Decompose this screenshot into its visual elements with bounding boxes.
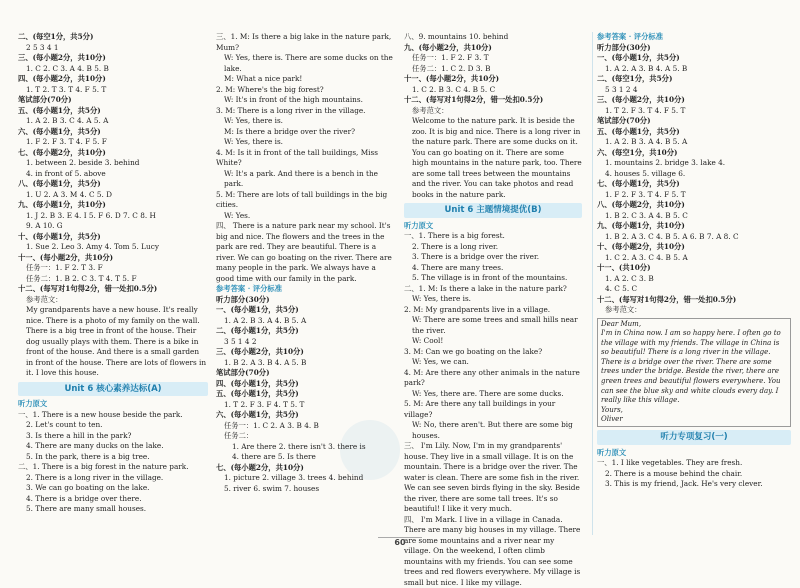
text-line: 任务一：1. F 2. T 3. F	[18, 263, 208, 274]
text-line: 2 5 3 4 1	[18, 43, 208, 54]
text-line: 二、(每小题1分，共5分)	[216, 326, 396, 337]
text-line: 一、1. I like vegetables. They are fresh.	[597, 458, 791, 469]
text-line: 1. T 2. F 3. F 4. T 5. T	[216, 400, 396, 411]
text-line: 七、(每小题2分，共10分)	[18, 148, 208, 159]
text-line: 4. in front of 5. above	[18, 169, 208, 180]
text-line: 一、1. There is a big forest.	[404, 231, 582, 242]
text-line: 十、(每小题1分，共5分)	[18, 232, 208, 243]
section-label: 参考答案 · 评分标准	[216, 284, 396, 295]
text-line: 四、 I'm Mark. I live in a village in Canada. There are many big houses in my village. There are some mountains and a river near my village. On the weekend, I often climb mountains with my friends. You can see some trees and red flowers everywhere. My village is small but nice. I like my village.	[404, 515, 582, 588]
text-line: 1. J 2. B 3. E 4. I 5. F 6. D 7. C 8. H	[18, 211, 208, 222]
column-1	[18, 32, 208, 535]
text-line: 五、(每小题1分，共5分)	[18, 106, 208, 117]
text-line: 任务一：1. C 2. A 3. B 4. B	[216, 421, 396, 432]
text-line: 2. M: Where's the big forest?	[216, 85, 396, 96]
text-line: 2. There is a long river.	[404, 242, 582, 253]
text-line: 3. We can go boating on the lake.	[18, 483, 208, 494]
text-line: 四、(每小题1分，共5分)	[216, 379, 396, 390]
text-line: W: Cool!	[404, 336, 582, 347]
text-line: 1. C 2. C 3. A 4. B 5. B	[18, 64, 208, 75]
text-line: 十、(每小题2分，共10分)	[597, 242, 791, 253]
sample-letter	[597, 318, 791, 428]
text-line: 5. M: There are lots of tall buildings in the big cities.	[216, 190, 396, 211]
text-line: 三、(每小题2分，共10分)	[18, 53, 208, 64]
text-line: 笔试部分(70分)	[18, 95, 208, 106]
text-line: 1. F 2. F 3. T 4. F 5. F	[18, 137, 208, 148]
text-line: 一、(每小题1分，共5分)	[216, 305, 396, 316]
text-line: 二、1. M: Is there a lake in the nature park?	[404, 284, 582, 295]
text-line: 一、(每小题1分，共5分)	[597, 53, 791, 64]
text-line: 1. F 2. F 3. T 4. F 5. T	[597, 190, 791, 201]
text-line: 1. C 2. A 3. C 4. B 5. A	[597, 253, 791, 264]
text-line: 1. T 2. T 3. T 4. F 5. T	[18, 85, 208, 96]
text-line: 十一、(每小题2分，共10分)	[18, 253, 208, 264]
text-line: 1. C 2. B 3. C 4. B 5. C	[404, 85, 582, 96]
letter-line: Dear Mum,	[601, 320, 787, 330]
text-line: 一、1. There is a new house beside the park.	[18, 410, 208, 421]
text-line: 任务二：1. B 2. C 3. T 4. T 5. F	[18, 274, 208, 285]
text-line: 1. B 2. A 3. B 4. A 5. B	[216, 358, 396, 369]
text-line: 3. There is a bridge over the river.	[404, 252, 582, 263]
text-line: 听力部分(30分)	[597, 43, 791, 54]
text-line: 六、(每小题1分，共5分)	[18, 127, 208, 138]
text-line: 四、 There is a nature park near my school. It's big and nice. The flowers and the trees in the park are red. They are beautiful. There is a river. We can go boating on the river. There are many people in the park. We always have a good time with our family in the park.	[216, 221, 396, 284]
text-line: M: What a nice park!	[216, 74, 396, 85]
section-label: 听力原文	[404, 221, 582, 232]
text-line: 八、(每小题2分，共10分)	[597, 200, 791, 211]
text-line: 笔试部分(70分)	[216, 368, 396, 379]
letter-line: Oliver	[601, 415, 787, 425]
column-3	[404, 32, 582, 535]
text-line: 参考范文：	[404, 106, 582, 117]
text-line: My grandparents have a new house. It's really nice. There is a photo of my family on the wall. There is a big tree in front of the house. Their dog usually plays with them. There is a bike in front of the house. And there is a small garden in front of the house. There are lots of flowers in it. I love this house.	[18, 305, 208, 379]
text-line: 1. B 2. C 3. A 4. B 5. C	[597, 211, 791, 222]
section-label: 听力原文	[18, 399, 208, 410]
text-line: 1. picture 2. village 3. trees 4. behind	[216, 473, 396, 484]
text-line: M: Is there a bridge over the river?	[216, 127, 396, 138]
text-line: 1. Sue 2. Leo 3. Amy 4. Tom 5. Lucy	[18, 242, 208, 253]
text-line: 4. M: Are there any other animals in the nature park?	[404, 368, 582, 389]
text-line: 二、(每空1分，共5分)	[597, 74, 791, 85]
text-line: 参考范文：	[597, 305, 791, 316]
text-line: 三、1. M: Is there a big lake in the nature park, Mum?	[216, 32, 396, 53]
text-line: 3. Is there a hill in the park?	[18, 431, 208, 442]
text-line: 5. The village is in front of the mountains.	[404, 273, 582, 284]
text-line: 1. A 2. B 3. A 4. B 5. A	[597, 137, 791, 148]
text-line: W: Yes, there is.	[216, 137, 396, 148]
text-line: 9. A 10. G	[18, 221, 208, 232]
text-line: 1. mountains 2. bridge 3. lake 4.	[597, 158, 791, 169]
text-line: 十二、(每写对1句得2分，错一处扣0.5分)	[18, 284, 208, 295]
text-line: 4. There is a bridge over there.	[18, 494, 208, 505]
text-line: 任务一：1. F 2. F 3. T	[404, 53, 582, 64]
text-line: 九、(每小题2分，共10分)	[404, 43, 582, 54]
text-line: W: Yes, there are. There are some ducks.	[404, 389, 582, 400]
text-line: 八、(每小题1分，共5分)	[18, 179, 208, 190]
section-label: 参考答案 · 评分标准	[597, 32, 791, 43]
text-line: W: Yes, we can.	[404, 357, 582, 368]
text-line: 1. A 2. B 3. A 4. B 5. A	[216, 316, 396, 327]
unit-banner: Unit 6 主题情境提优(B)	[404, 203, 582, 218]
text-line: 2. There is a mouse behind the chair.	[597, 469, 791, 480]
text-line: 五、(每小题1分，共5分)	[216, 389, 396, 400]
text-line: W: Yes, there is.	[404, 294, 582, 305]
text-line: 5 3 1 2 4	[597, 85, 791, 96]
text-line: 3. M: There is a long river in the village.	[216, 106, 396, 117]
text-line: 七、(每小题2分，共10分)	[216, 463, 396, 474]
text-line: W: There are some trees and small hills near the river.	[404, 315, 582, 336]
text-line: 1. between 2. beside 3. behind	[18, 158, 208, 169]
text-line: W: Yes.	[216, 211, 396, 222]
text-line: W: It's a park. And there is a bench in the park.	[216, 169, 396, 190]
column-4	[592, 32, 791, 535]
text-line: 六、(每空1分，共10分)	[597, 148, 791, 159]
text-line: 1. B 2. A 3. C 4. B 5. A 6. B 7. A 8. C	[597, 232, 791, 243]
text-line: 2. There is a long river in the village.	[18, 473, 208, 484]
text-line: 2. Let's count to ten.	[18, 420, 208, 431]
text-line: 五、(每小题1分，共5分)	[597, 127, 791, 138]
section-label: 听力原文	[597, 448, 791, 459]
text-line: 3. This is my friend, Jack. He's very clever.	[597, 479, 791, 490]
text-line: 任务二：1. C 2. D 3. B	[404, 64, 582, 75]
text-line: W: Yes, there is.	[216, 116, 396, 127]
text-line: 4. there are 5. Is there	[216, 452, 396, 463]
unit-banner: Unit 6 核心素养达标(A)	[18, 382, 208, 397]
text-line: 三、(每小题2分，共10分)	[597, 95, 791, 106]
text-line: W: No, there aren't. But there are some big houses.	[404, 420, 582, 441]
unit-banner: 听力专项复习(一)	[597, 430, 791, 445]
text-line: W: It's in front of the high mountains.	[216, 95, 396, 106]
text-line: 1. A 2. C 3. B	[597, 274, 791, 285]
text-line: 十一、(每小题2分，共10分)	[404, 74, 582, 85]
text-line: 九、(每小题1分，共10分)	[597, 221, 791, 232]
text-line: 二、(每空1分，共5分)	[18, 32, 208, 43]
column-2	[216, 32, 396, 535]
text-line: 4. There are many trees.	[404, 263, 582, 274]
page-footer	[0, 537, 800, 547]
text-line: 3 5 1 4 2	[216, 337, 396, 348]
text-line: 四、(每小题2分，共10分)	[18, 74, 208, 85]
text-line: 1. Are there 2. there isn't 3. there is	[216, 442, 396, 453]
text-line: 十二、(每写对1句得2分，错一处扣0.5分)	[404, 95, 582, 106]
text-line: 1. A 2. A 3. B 4. A 5. B	[597, 64, 791, 75]
text-line: 十一、(共10分)	[597, 263, 791, 274]
text-line: 九、(每小题1分，共10分)	[18, 200, 208, 211]
text-line: 八、9. mountains 10. behind	[404, 32, 582, 43]
text-line: 4. C 5. C	[597, 284, 791, 295]
text-line: 4. M: Is it in front of the tall buildings, Miss White?	[216, 148, 396, 169]
page-number: 60	[378, 537, 421, 547]
text-line: 3. M: Can we go boating on the lake?	[404, 347, 582, 358]
text-line: 三、 I'm Lily. Now, I'm in my grandparents' house. They live in a small village. It is on the mountain. There is a bridge over the river. The water is clean. There are some fish in the river. We can see seven birds flying in the sky. Beside the river, there are some tall trees. It's so beautiful! I like it very much.	[404, 441, 582, 515]
text-line: Welcome to the nature park. It is beside the zoo. It is big and nice. There is a long river in the nature park. There are some ducks on it. You can go boating on it. There are some high mountains in the nature park, too. There are some tall trees between the mountains and the river. You can take photos and read books in the nature park.	[404, 116, 582, 200]
text-line: 笔试部分(70分)	[597, 116, 791, 127]
text-line: 1. A 2. B 3. C 4. A 5. A	[18, 116, 208, 127]
text-line: 参考范文：	[18, 295, 208, 306]
text-line: 二、1. There is a big forest in the nature park.	[18, 462, 208, 473]
text-line: 任务二：	[216, 431, 396, 442]
text-line: 听力部分(30分)	[216, 295, 396, 306]
letter-line: I'm in China now. I am so happy here. I often go to the village with my friends. The village in China is so beautiful! There is a long river in the village. There is a bridge over the river. There are some trees under the bridge. Beside the river, there are green trees and beautiful flowers everywhere. You can see the blue sky and white clouds every day. I really like this village.	[601, 329, 787, 406]
text-line: 5. In the park, there is a big tree.	[18, 452, 208, 463]
text-line: 5. There are many small houses.	[18, 504, 208, 515]
text-line: 七、(每小题1分，共5分)	[597, 179, 791, 190]
text-line: 2. M: My grandparents live in a village.	[404, 305, 582, 316]
letter-line: Yours,	[601, 406, 787, 416]
text-line: 5. river 6. swim 7. houses	[216, 484, 396, 495]
text-line: 1. T 2. F 3. T 4. F 5. T	[597, 106, 791, 117]
text-line: 4. houses 5. village 6.	[597, 169, 791, 180]
text-line: 4. There are many ducks on the lake.	[18, 441, 208, 452]
text-line: 三、(每小题2分，共10分)	[216, 347, 396, 358]
text-line: 十二、(每写对1句得2分，错一处扣0.5分)	[597, 295, 791, 306]
text-line: W: Yes, there is. There are some ducks on the lake.	[216, 53, 396, 74]
text-line: 六、(每小题1分，共5分)	[216, 410, 396, 421]
text-line: 1. U 2. A 3. M 4. C 5. D	[18, 190, 208, 201]
text-line: 5. M: Are there any tall buildings in your village?	[404, 399, 582, 420]
